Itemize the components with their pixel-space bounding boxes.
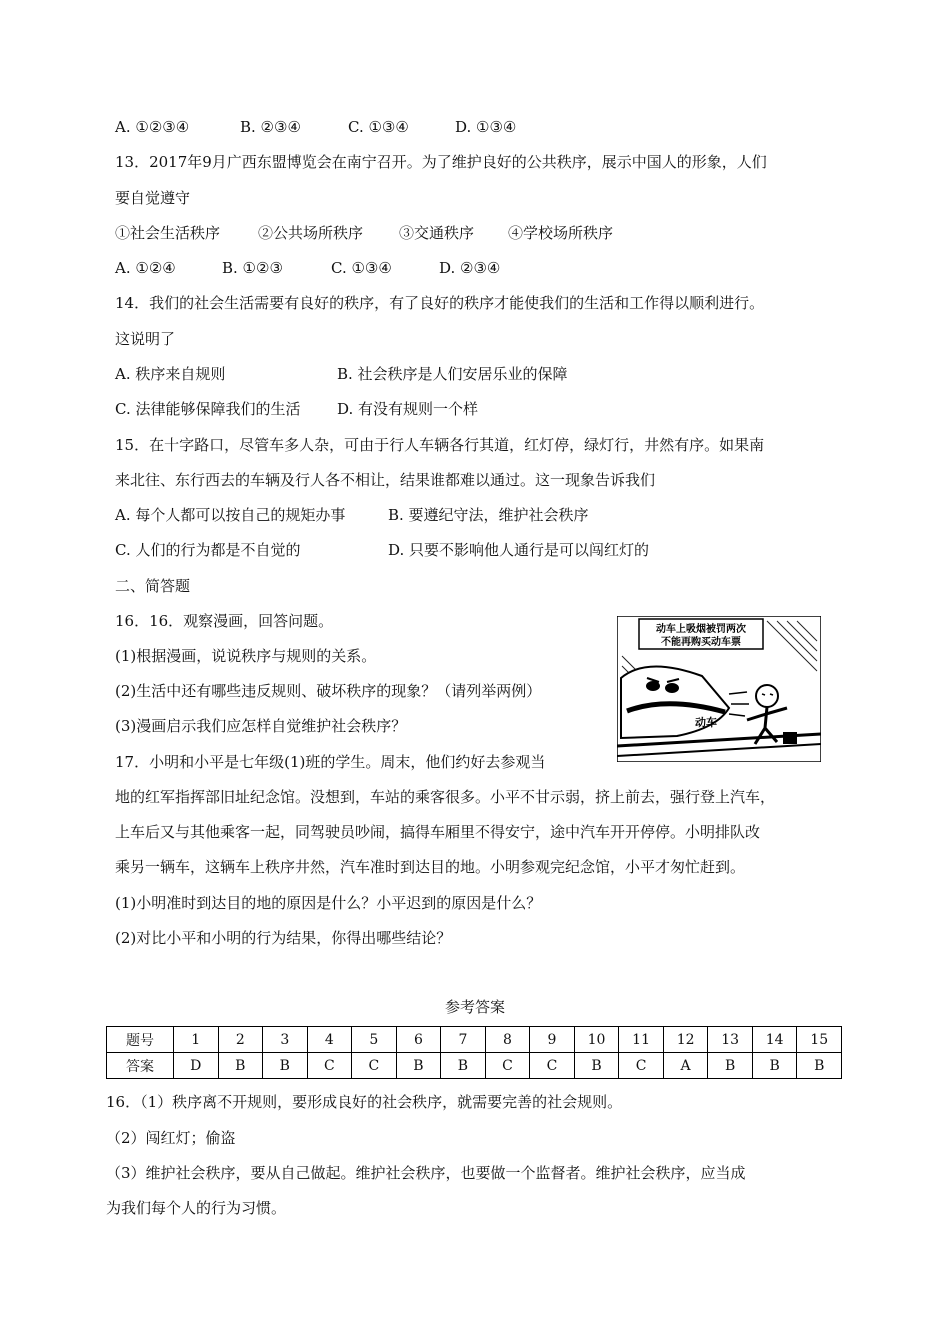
question-number: 12 bbox=[663, 1027, 708, 1053]
answer-value: C bbox=[307, 1053, 352, 1079]
q16-sub1: (1)根据漫画，说说秩序与规则的关系。 bbox=[115, 647, 377, 665]
q17-stem-line4: 乘另一辆车，这辆车上秩序井然，汽车准时到达目的地。小明参观完纪念馆，小平才匆忙赶到。 bbox=[115, 858, 746, 876]
question-number: 7 bbox=[441, 1027, 486, 1053]
q15-option-d: D. 只要不影响他人通行是可以闯红灯的 bbox=[388, 541, 650, 559]
answer-value: C bbox=[619, 1053, 664, 1079]
q17-stem-line1: 17．小明和小平是七年级(1)班的学生。周末，他们约好去参观当 bbox=[115, 753, 546, 771]
q14-option-c: C. 法律能够保障我们的生活 bbox=[115, 400, 301, 418]
q17-sub2: (2)对比小平和小明的行为结果，你得出哪些结论？ bbox=[115, 929, 452, 947]
answer-value: A bbox=[663, 1053, 708, 1079]
q14-option-b: B. 社会秩序是人们安居乐业的保障 bbox=[337, 365, 568, 383]
q16-sub3: (3)漫画启示我们应怎样自觉维护社会秩序？ bbox=[115, 717, 407, 735]
answer-16-part1: 16．（1）秩序离不开规则，要形成良好的社会秩序，就需要完善的社会规则。 bbox=[106, 1093, 623, 1111]
q13-item-1: ①社会生活秩序 bbox=[115, 224, 221, 242]
answer-value: C bbox=[352, 1053, 397, 1079]
answer-value: B bbox=[441, 1053, 486, 1079]
question-number: 8 bbox=[485, 1027, 530, 1053]
train-eye-right bbox=[665, 683, 679, 693]
comic-caption-line1: 动车上吸烟被罚两次 bbox=[656, 624, 746, 635]
answer-value: C bbox=[485, 1053, 530, 1079]
q15-option-a: A. 每个人都可以按自己的规矩办事 bbox=[115, 506, 346, 524]
q13-option-d: D. ②③④ bbox=[439, 259, 501, 277]
q16-stem: 16．16．观察漫画，回答问题。 bbox=[115, 612, 334, 630]
q13-item-4: ④学校场所秩序 bbox=[508, 224, 614, 242]
q13-item-2: ②公共场所秩序 bbox=[258, 224, 364, 242]
question-number: 15 bbox=[797, 1027, 842, 1053]
answer-value: B bbox=[396, 1053, 441, 1079]
question-number: 14 bbox=[752, 1027, 797, 1053]
question-number: 3 bbox=[263, 1027, 308, 1053]
answer-value: B bbox=[218, 1053, 263, 1079]
q14-option-d: D. 有没有规则一个样 bbox=[337, 400, 479, 418]
answer-table-header: 题号 bbox=[107, 1027, 174, 1053]
answer-value: B bbox=[797, 1053, 842, 1079]
answer-value: D bbox=[174, 1053, 219, 1079]
question-number: 9 bbox=[530, 1027, 575, 1053]
answer-16-part3-line1: （3）维护社会秩序，要从自己做起。维护社会秩序，也要做一个监督者。维护社会秩序，应当成 bbox=[106, 1164, 746, 1182]
q13-option-c: C. ①③④ bbox=[331, 259, 392, 277]
question-number: 10 bbox=[574, 1027, 619, 1053]
q17-sub1: (1)小明准时到达目的地的原因是什么？小平迟到的原因是什么？ bbox=[115, 894, 542, 912]
section-heading: 二、简答题 bbox=[115, 577, 191, 595]
answer-table bbox=[106, 1026, 842, 1079]
answer-table-header: 答案 bbox=[107, 1053, 174, 1079]
q17-stem-line2: 地的红军指挥部旧址纪念馆。没想到，车站的乘客很多。小平不甘示弱，挤上前去，强行登上汽车， bbox=[115, 788, 776, 806]
q15-stem-line1: 15．在十字路口，尽管车多人杂，可由于行人车辆各行其道，红灯停，绿灯行，井然有序。如果南 bbox=[115, 436, 765, 454]
question-number: 1 bbox=[174, 1027, 219, 1053]
answer-16-part2: （2）闯红灯；偷盗 bbox=[106, 1129, 236, 1147]
person-head bbox=[756, 685, 778, 707]
answer-value: B bbox=[263, 1053, 308, 1079]
answer-value: B bbox=[574, 1053, 619, 1079]
answer-value: B bbox=[752, 1053, 797, 1079]
q17-stem-line3: 上车后又与其他乘客一起，同驾驶员吵闹，搞得车厢里不得安宁，途中汽车开开停停。小明排队改 bbox=[115, 823, 761, 841]
comic-caption-line2: 不能再购买动车票 bbox=[661, 637, 741, 648]
question-number: 11 bbox=[619, 1027, 664, 1053]
q14-option-a: A. 秩序来自规则 bbox=[115, 365, 226, 383]
q12-option-a: A. ①②③④ bbox=[115, 118, 190, 136]
question-number: 4 bbox=[307, 1027, 352, 1053]
q14-stem-line1: 14．我们的社会生活需要有良好的秩序，有了良好的秩序才能使我们的生活和工作得以顺利进行。 bbox=[115, 294, 765, 312]
q15-option-b: B. 要遵纪守法，维护社会秩序 bbox=[388, 506, 589, 524]
answer-value: B bbox=[708, 1053, 753, 1079]
comic-drawing bbox=[617, 616, 821, 762]
q13-stem-line1: 13．2017年9月广西东盟博览会在南宁召开。为了维护良好的公共秩序，展示中国人的形象，人们 bbox=[115, 153, 767, 171]
q13-item-3: ③交通秩序 bbox=[399, 224, 475, 242]
q12-option-c: C. ①③④ bbox=[348, 118, 409, 136]
train-label: 动车 bbox=[695, 716, 717, 729]
luggage bbox=[783, 732, 797, 744]
question-number: 13 bbox=[708, 1027, 753, 1053]
q13-stem-line2: 要自觉遵守 bbox=[115, 189, 191, 207]
question-number: 2 bbox=[218, 1027, 263, 1053]
question-number: 5 bbox=[352, 1027, 397, 1053]
q13-option-b: B. ①②③ bbox=[222, 259, 283, 277]
q12-option-b: B. ②③④ bbox=[240, 118, 301, 136]
answer-16-part3-line2: 为我们每个人的行为习惯。 bbox=[106, 1199, 287, 1217]
comic-illustration bbox=[617, 616, 821, 762]
answer-value: C bbox=[530, 1053, 575, 1079]
answer-table-row-values bbox=[107, 1053, 842, 1079]
q15-stem-line2: 来北往、东行西去的车辆及行人各不相让，结果谁都难以通过。这一现象告诉我们 bbox=[115, 471, 656, 489]
q16-sub2: (2)生活中还有哪些违反规则、破坏秩序的现象？（请列举两例） bbox=[115, 682, 542, 700]
answer-table-row-numbers bbox=[107, 1027, 842, 1053]
q14-stem-line2: 这说明了 bbox=[115, 330, 176, 348]
q13-option-a: A. ①②④ bbox=[115, 259, 176, 277]
q15-option-c: C. 人们的行为都是不自觉的 bbox=[115, 541, 301, 559]
q12-option-d: D. ①③④ bbox=[455, 118, 517, 136]
question-number: 6 bbox=[396, 1027, 441, 1053]
answers-title: 参考答案 bbox=[444, 998, 505, 1016]
